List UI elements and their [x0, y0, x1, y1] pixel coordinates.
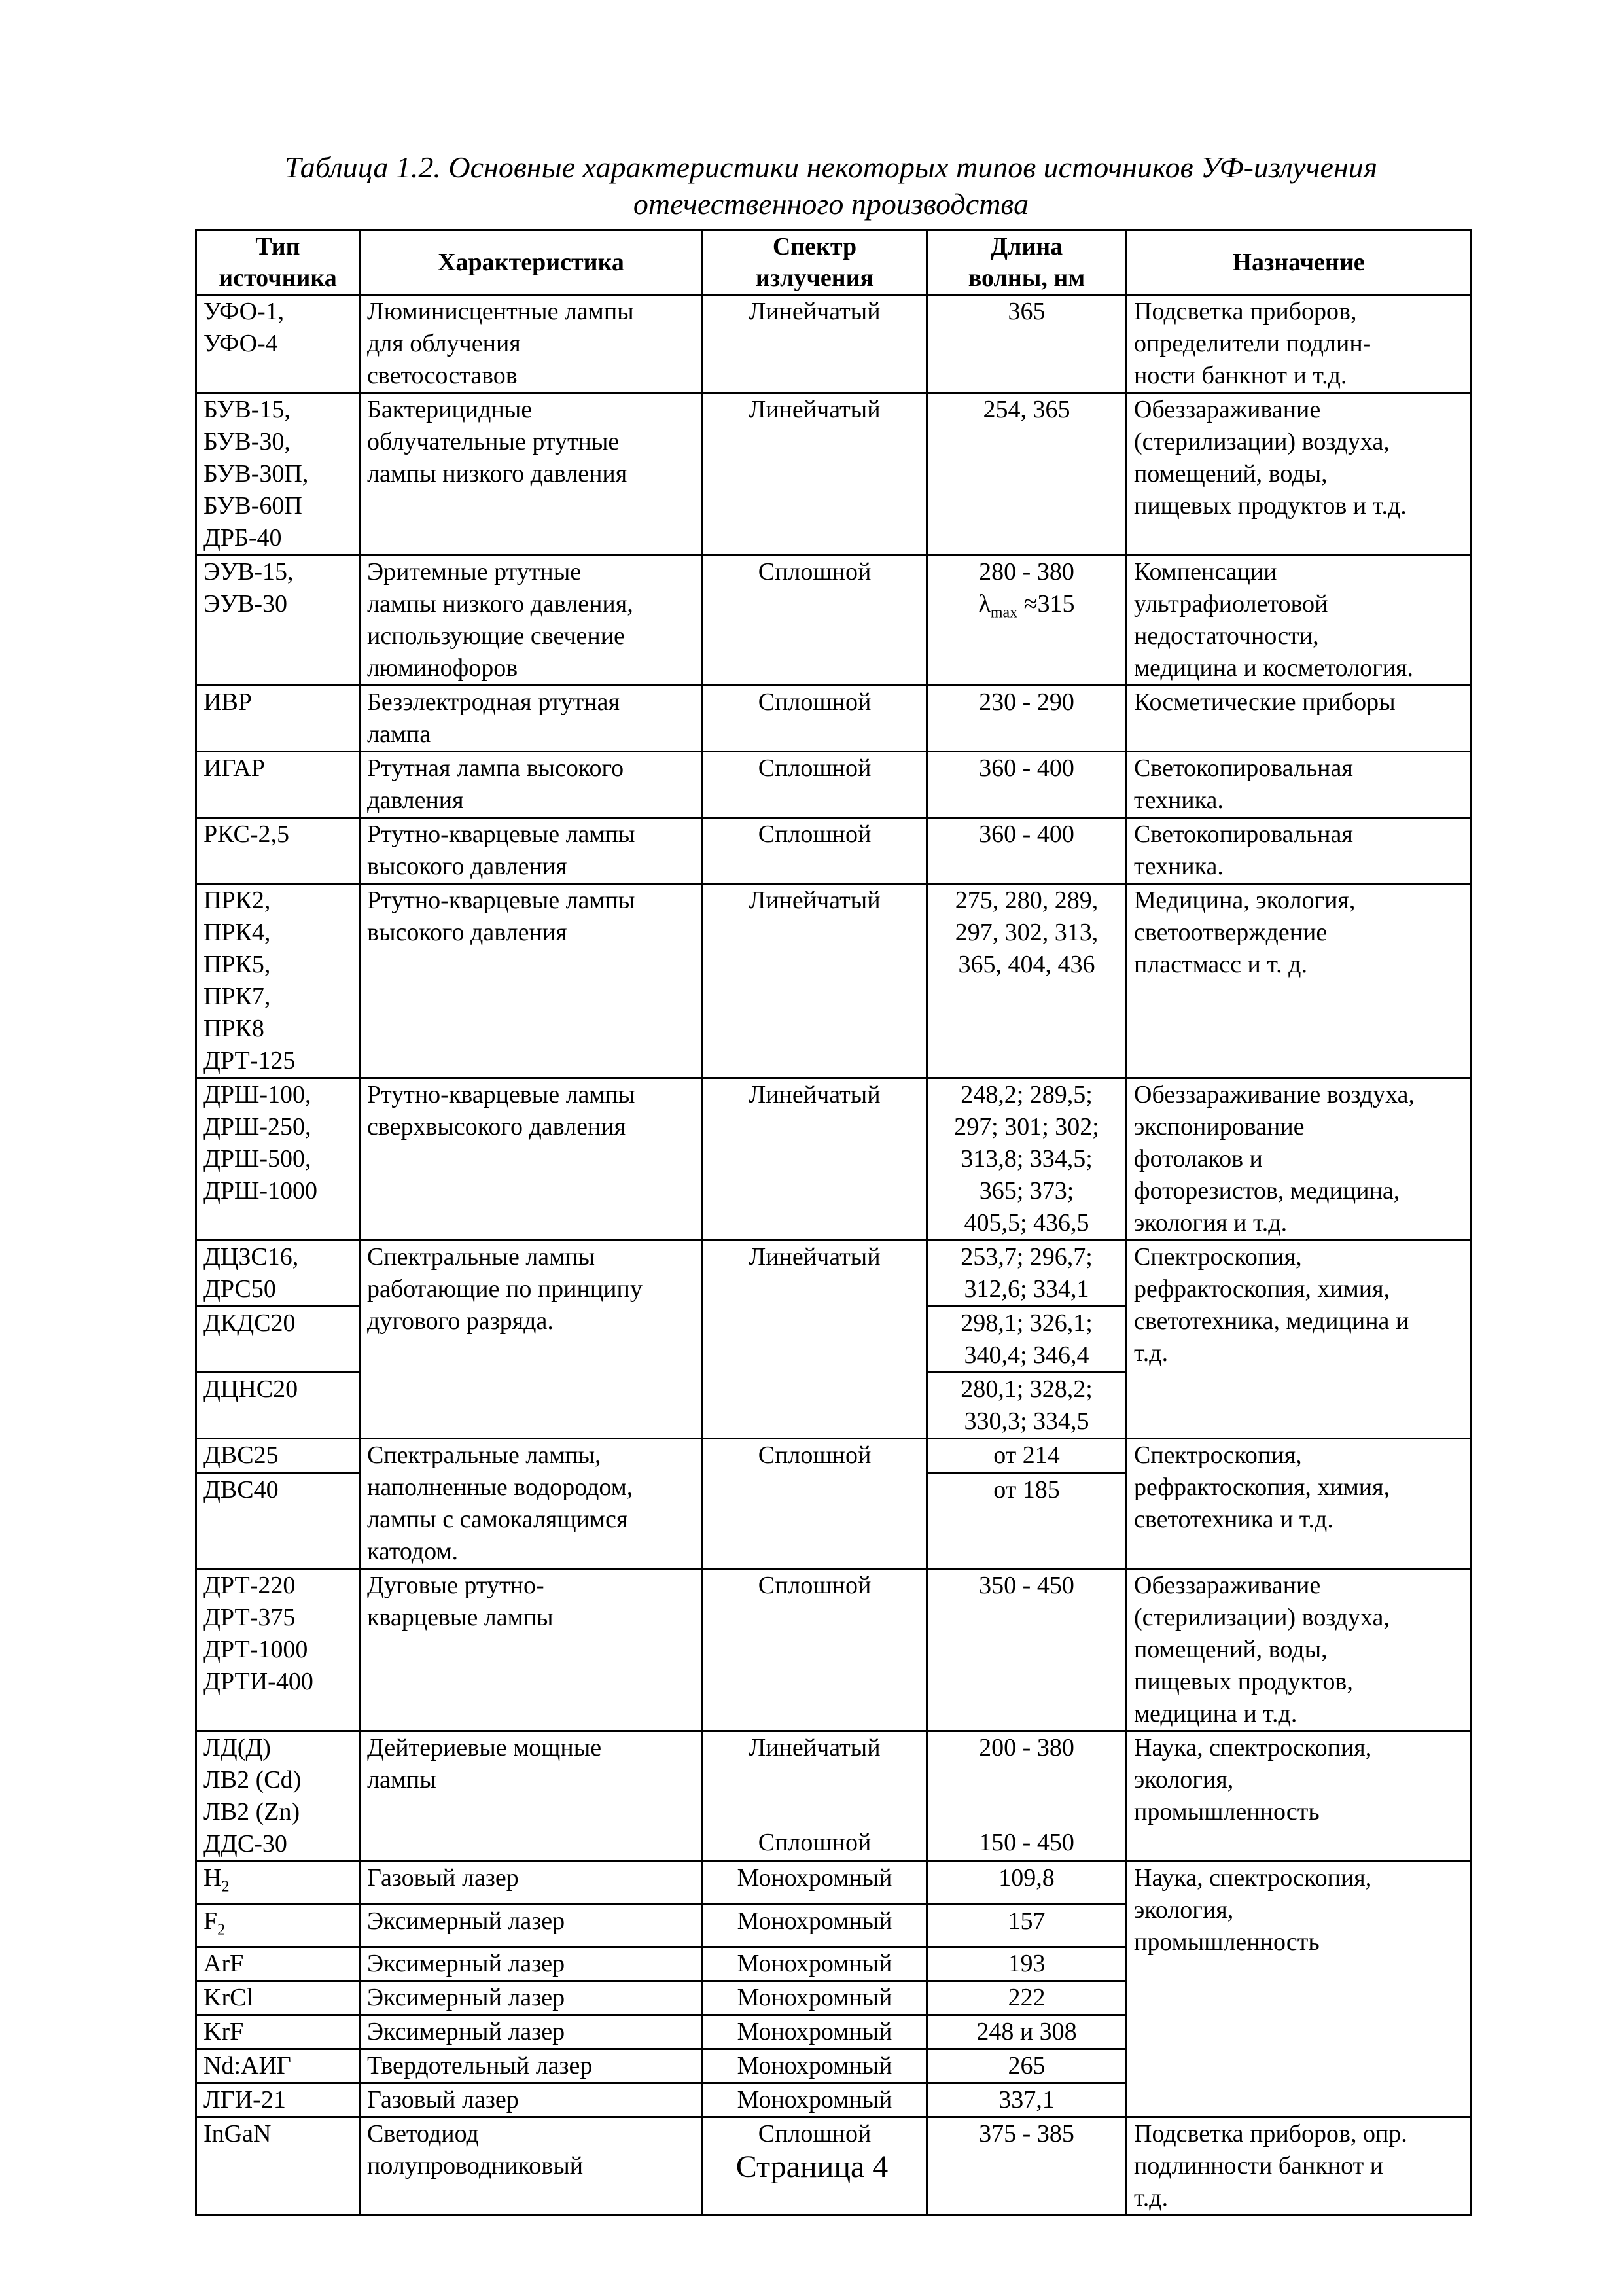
characteristic-cell: Ртутная лампа высокого давления: [360, 752, 703, 818]
wavelength-cell: [927, 556, 1127, 686]
header-characteristic: Характеристика: [360, 230, 703, 295]
wavelength-cell: 337,1: [927, 2083, 1127, 2117]
caption-line-1: Таблица 1.2. Основные характеристики некоторых типов источников УФ-излучения: [284, 150, 1378, 184]
purpose-cell: Компенсации ультрафиолетовой недостаточности, медицина и косметология.: [1127, 556, 1471, 686]
characteristic-cell: Ртутно-кварцевые лампы высокого давления: [360, 884, 703, 1078]
wavelength-cell: 109,8: [927, 1862, 1127, 1905]
wavelength-cell: от 214: [927, 1439, 1127, 1474]
caption-line-2: отечественного производства: [633, 187, 1029, 221]
header-spectrum: Спектр излучения: [703, 230, 927, 295]
spectrum-cell: Монохромный: [703, 2083, 927, 2117]
type-cell: ДРТ-220 ДРТ-375 ДРТ-1000 ДРТИ-400: [196, 1569, 360, 1731]
wavelength-cell: 298,1; 326,1; 340,4; 346,4: [927, 1307, 1127, 1373]
purpose-cell: Спектроскопия, рефрактоскопия, химия, светотехника и т.д.: [1127, 1439, 1471, 1569]
table-row: [196, 1569, 1471, 1731]
type-cell: ДЦНС20: [196, 1373, 360, 1439]
table-row: [196, 393, 1471, 556]
type-cell: БУВ-15, БУВ-30, БУВ-30П, БУВ-60П ДРБ-40: [196, 393, 360, 556]
spectrum-cell: Линейчатый: [703, 884, 927, 1078]
type-cell: KrF: [196, 2015, 360, 2049]
purpose-cell: Подсветка приборов, определители подлин- ности банкнот и т.д.: [1127, 295, 1471, 393]
spectrum-top: Линейчатый: [749, 1734, 881, 1761]
spectrum-cell: Сплошной: [703, 686, 927, 752]
table-row: [196, 818, 1471, 884]
spectrum-cell: [703, 1731, 927, 1862]
wavelength-cell: 275, 280, 289, 297, 302, 313, 365, 404, 436: [927, 884, 1127, 1078]
type-cell: ДКДС20: [196, 1307, 360, 1373]
spectrum-cell: Сплошной: [703, 818, 927, 884]
characteristic-cell: Люминисцентные лампы для облучения светосоставов: [360, 295, 703, 393]
purpose-cell: Медицина, экология, светоотверждение пластмасс и т. д.: [1127, 884, 1471, 1078]
table-row: [196, 1439, 1471, 1474]
wavelength-cell: 350 - 450: [927, 1569, 1127, 1731]
characteristic-cell: Эритемные ртутные лампы низкого давления, использующие свечение люминофоров: [360, 556, 703, 686]
table-row: [196, 1078, 1471, 1241]
type-cell: ЛД(Д) ЛВ2 (Cd) ЛВ2 (Zn) ДДС-30: [196, 1731, 360, 1862]
type-cell: ИВР: [196, 686, 360, 752]
spectrum-cell: Линейчатый: [703, 1078, 927, 1241]
header-wavelength: Длина волны, нм: [927, 230, 1127, 295]
wavelength-cell: 157: [927, 1904, 1127, 1947]
spectrum-cell: Монохромный: [703, 2049, 927, 2083]
wavelength-cell: 360 - 400: [927, 752, 1127, 818]
wavelength-cell: 254, 365: [927, 393, 1127, 556]
page-number: Страница 4: [735, 2149, 889, 2184]
wavelength-cell: 365: [927, 295, 1127, 393]
purpose-cell: Обеззараживание (стерилизации) воздуха, помещений, воды, пищевых продуктов, медицина и т.д.: [1127, 1569, 1471, 1731]
type-cell: ПРК2, ПРК4, ПРК5, ПРК7, ПРК8 ДРТ-125: [196, 884, 360, 1078]
type-cell: ЭУВ-15, ЭУВ-30: [196, 556, 360, 686]
characteristic-cell: Эксимерный лазер: [360, 1981, 703, 2015]
characteristic-cell: Дейтериевые мощные лампы: [360, 1731, 703, 1862]
wavelength-cell: от 185: [927, 1473, 1127, 1568]
header-purpose: Назначение: [1127, 230, 1471, 295]
characteristic-cell: Спектральные лампы, наполненные водородом, лампы с самокалящимся катодом.: [360, 1439, 703, 1569]
spectrum-cell: Линейчатый: [703, 295, 927, 393]
purpose-cell: Обеззараживание воздуха, экспонирование фотолаков и фоторезистов, медицина, экология и т.д.: [1127, 1078, 1471, 1241]
table-row: [196, 295, 1471, 393]
wavelength-cell: 248 и 308: [927, 2015, 1127, 2049]
spectrum-cell: Линейчатый: [703, 1241, 927, 1439]
purpose-cell: Светокопировальная техника.: [1127, 818, 1471, 884]
characteristic-cell: Эксимерный лазер: [360, 2015, 703, 2049]
wavelength-cell: 360 - 400: [927, 818, 1127, 884]
lambda-value: ≈315: [1017, 590, 1075, 618]
purpose-cell: Обеззараживание (стерилизации) воздуха, помещений, воды, пищевых продуктов и т.д.: [1127, 393, 1471, 556]
table-row: [196, 1862, 1471, 1905]
characteristic-cell: Безэлектродная ртутная лампа: [360, 686, 703, 752]
lambda-subscript: max: [990, 604, 1018, 622]
characteristic-cell: Твердотельный лазер: [360, 2049, 703, 2083]
type-cell: ArF: [196, 1947, 360, 1981]
table-row: [196, 686, 1471, 752]
spectrum-cell: Монохромный: [703, 2015, 927, 2049]
purpose-cell: Подсветка приборов, опр. подлинности банкнот и т.д.: [1127, 2117, 1471, 2216]
table-row: [196, 1731, 1471, 1862]
table-caption: [196, 149, 1466, 222]
header-type: Тип источника: [196, 230, 360, 295]
wavelength-cell: 193: [927, 1947, 1127, 1981]
wavelength-cell: 265: [927, 2049, 1127, 2083]
characteristic-cell: Газовый лазер: [360, 2083, 703, 2117]
type-cell: ИГАР: [196, 752, 360, 818]
wavelength-range: 280 - 380: [979, 558, 1074, 586]
characteristic-cell: Дуговые ртутно- кварцевые лампы: [360, 1569, 703, 1731]
wavelength-cell: 230 - 290: [927, 686, 1127, 752]
wavelength-cell: 280,1; 328,2; 330,3; 334,5: [927, 1373, 1127, 1439]
wavelength-cell: [927, 1731, 1127, 1862]
spectrum-cell: Монохромный: [703, 1904, 927, 1947]
spectrum-cell: Сплошной: [703, 556, 927, 686]
lambda-symbol: λ: [978, 590, 991, 618]
characteristic-cell: Бактерицидные облучательные ртутные лампы низкого давления: [360, 393, 703, 556]
type-cell: Nd:АИГ: [196, 2049, 360, 2083]
purpose-cell: Наука, спектроскопия, экология, промышленность: [1127, 1862, 1471, 2117]
type-cell: РКС-2,5: [196, 818, 360, 884]
type-cell: ДВС25: [196, 1439, 360, 1474]
purpose-cell: Светокопировальная техника.: [1127, 752, 1471, 818]
purpose-cell: Наука, спектроскопия, экология, промышленность: [1127, 1731, 1471, 1862]
wavelength-cell: 222: [927, 1981, 1127, 2015]
type-cell: KrCl: [196, 1981, 360, 2015]
type-cell: ДРШ-100, ДРШ-250, ДРШ-500, ДРШ-1000: [196, 1078, 360, 1241]
spectrum-cell: Сплошной: [703, 1439, 927, 1569]
characteristic-cell: Светодиод полупроводниковый: [360, 2117, 703, 2216]
spectrum-cell: Сплошной: [703, 1569, 927, 1731]
header-row: [196, 230, 1471, 295]
characteristic-cell: Эксимерный лазер: [360, 1947, 703, 1981]
lambda-max: [934, 588, 1119, 629]
table-row: [196, 1241, 1471, 1307]
wavelength-top: 200 - 380: [979, 1734, 1074, 1761]
wavelength-cell: 253,7; 296,7; 312,6; 334,1: [927, 1241, 1127, 1307]
spectrum-cell: Монохромный: [703, 1862, 927, 1905]
characteristic-cell: Ртутно-кварцевые лампы сверхвысокого давления: [360, 1078, 703, 1241]
type-cell: ДВС40: [196, 1473, 360, 1568]
table-row: [196, 556, 1471, 686]
type-cell: $F_2$: [196, 1904, 360, 1947]
purpose-cell: Косметические приборы: [1127, 686, 1471, 752]
uv-sources-table: [195, 229, 1472, 2216]
table-row: [196, 752, 1471, 818]
type-cell: ДЦЗС16, ДРС50: [196, 1241, 360, 1307]
characteristic-cell: Ртутно-кварцевые лампы высокого давления: [360, 818, 703, 884]
characteristic-cell: Эксимерный лазер: [360, 1904, 703, 1947]
characteristic-cell: Газовый лазер: [360, 1862, 703, 1905]
characteristic-cell: Спектральные лампы работающие по принципу дугового разряда.: [360, 1241, 703, 1439]
wavelength-cell: 248,2; 289,5; 297; 301; 302; 313,8; 334,5; 365; 373; 405,5; 436,5: [927, 1078, 1127, 1241]
spectrum-bottom: Сплошной: [758, 1829, 872, 1856]
spectrum-cell: Линейчатый: [703, 393, 927, 556]
wavelength-cell: 375 - 385: [927, 2117, 1127, 2216]
spectrum-cell: Сплошной: [703, 2117, 927, 2216]
type-cell: InGaN: [196, 2117, 360, 2216]
table-row: [196, 884, 1471, 1078]
spectrum-cell: Сплошной: [703, 752, 927, 818]
type-cell: ЛГИ-21: [196, 2083, 360, 2117]
wavelength-bottom: 150 - 450: [979, 1829, 1074, 1856]
spectrum-cell: Монохромный: [703, 1981, 927, 2015]
type-cell: УФО-1, УФО-4: [196, 295, 360, 393]
purpose-cell: Спектроскопия, рефрактоскопия, химия, светотехника, медицина и т.д.: [1127, 1241, 1471, 1439]
spectrum-cell: Монохромный: [703, 1947, 927, 1981]
type-cell: $H_2$: [196, 1862, 360, 1905]
